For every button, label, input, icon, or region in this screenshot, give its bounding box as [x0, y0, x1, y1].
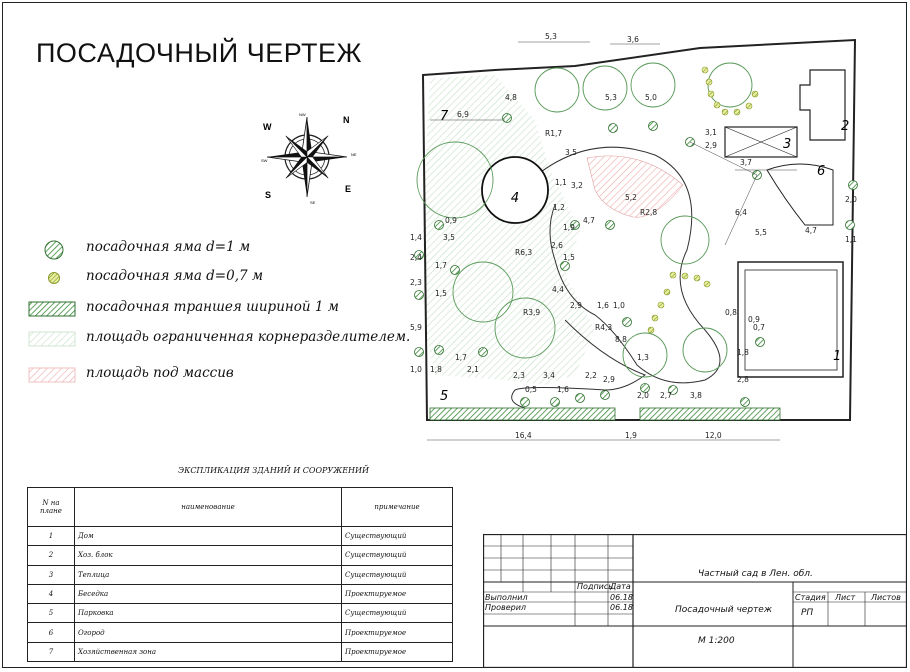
date-1: 06.18 [610, 593, 633, 602]
dim-text: 8,8 [615, 335, 627, 344]
stadiya-label: Стадия [795, 593, 826, 602]
dim-text: 3,5 [565, 148, 577, 157]
header-num: N на плане [28, 488, 75, 527]
legend-item-trench [28, 296, 398, 324]
dim-text: R3,9 [523, 308, 541, 317]
compass-ne: NE [351, 152, 357, 157]
dim-text: 1,7 [435, 261, 447, 270]
dim-text: 3,8 [690, 391, 702, 400]
dim-text: R2,8 [640, 208, 658, 217]
dim-text: 5,3 [545, 32, 557, 41]
stage-value: РП [801, 608, 814, 618]
dim-text: R4,3 [595, 323, 613, 332]
dim-text: 3,6 [627, 35, 639, 44]
table-row: 2 Хоз. блок Существующий [28, 546, 453, 565]
dim-text: 1,6 [597, 301, 609, 310]
dim-text: 3,5 [443, 233, 455, 242]
dim-text: R6,3 [515, 248, 533, 257]
dim-text: 1,4 [410, 233, 422, 242]
dim-text: 4,7 [583, 216, 595, 225]
dim-text: 0,8 [725, 308, 737, 317]
list-label: Лист [835, 593, 856, 602]
legend-label: посадочная траншея шириной 1 м [86, 299, 339, 315]
site-plan [405, 30, 905, 450]
compass-nw: NW [299, 112, 306, 117]
dim-text: 2,0 [845, 195, 857, 204]
dim-text: 3,4 [543, 371, 555, 380]
dim-text: 1,0 [410, 365, 422, 374]
compass-rose-icon [255, 110, 365, 205]
title-block [483, 534, 907, 668]
dim-text: 2,6 [551, 241, 563, 250]
vypolnil-label: Выполнил [485, 593, 528, 602]
dim-text: 2,8 [737, 375, 749, 384]
data-label: Дата [610, 582, 631, 591]
zone-6-label: 6 [817, 164, 826, 179]
dim-text: 3,1 [705, 128, 717, 137]
dim-text: 0,5 [525, 385, 537, 394]
dim-text: 1,3 [637, 353, 649, 362]
table-row: 7 Хозяйственная зона Проектируемое [28, 642, 453, 661]
dim-text: 5,3 [605, 93, 617, 102]
dim-text: 1,9 [563, 223, 575, 232]
dim-text: 4,7 [805, 226, 817, 235]
pit-1m-icon [42, 238, 66, 262]
legend-label: площадь под массив [86, 365, 234, 381]
table-row: 1 Дом Существующий [28, 527, 453, 546]
legend-label: площадь ограниченная корнеразделителем. [86, 329, 411, 345]
dim-text: 2,0 [637, 391, 649, 400]
explication-caption: ЭКСПЛИКАЦИЯ ЗДАНИЙ И СООРУЖЕНИЙ [178, 466, 369, 475]
legend-label: посадочная яма d=0,7 м [86, 268, 264, 284]
dim-text: 1,2 [553, 203, 565, 212]
dim-text: 2,9 [603, 375, 615, 384]
zone-3-label: 3 [783, 137, 792, 152]
dim-text: 5,5 [755, 228, 767, 237]
sheet-name: Посадочный чертеж [675, 605, 772, 615]
dim-text: 0,7 [753, 323, 765, 332]
date-2: 06.18 [610, 603, 633, 612]
dim-text: 5,9 [410, 323, 422, 332]
table-row: 4 Беседка Проектируемое [28, 584, 453, 603]
dim-text: R1,7 [545, 129, 563, 138]
dim-text: 2,3 [410, 278, 422, 287]
table-row: 6 Огород Проектируемое [28, 623, 453, 642]
dim-text: 2,4 [410, 253, 422, 262]
dim-text: 6,4 [735, 208, 747, 217]
project-name: Частный сад в Лен. обл. [698, 569, 813, 579]
proveril-label: Проверил [485, 603, 527, 612]
dim-text: 2,2 [585, 371, 597, 380]
dim-text: 1,0 [613, 301, 625, 310]
legend-item-pit-1m [28, 236, 398, 264]
massif-icon [28, 366, 78, 386]
legend-item-root-barrier [28, 326, 411, 354]
dim-text: 1,6 [557, 385, 569, 394]
dim-text: 4,8 [505, 93, 517, 102]
zone-7-label: 7 [440, 109, 449, 124]
root-barrier-icon [28, 330, 78, 350]
dim-text: 4,4 [552, 285, 564, 294]
compass-w: W [263, 122, 272, 132]
dim-text: 1,5 [435, 289, 447, 298]
trench-icon [28, 300, 78, 320]
dim-text: 0,9 [748, 315, 760, 324]
dim-text: 1,8 [737, 348, 749, 357]
zone-5-label: 5 [440, 389, 449, 404]
dim-text: 3,2 [571, 181, 583, 190]
dim-text: 5,2 [625, 193, 637, 202]
dim-text: 1,1 [555, 178, 567, 187]
pit-07m-icon [45, 269, 65, 289]
dim-text: 1,1 [845, 235, 857, 244]
zone-2-label: 2 [841, 119, 850, 134]
compass-e: E [345, 184, 352, 194]
compass-s: S [265, 190, 272, 200]
zone-1-label: 1 [833, 349, 842, 364]
dim-text: 0,9 [445, 216, 457, 225]
dim-text: 1,7 [455, 353, 467, 362]
dim-text: 2,7 [660, 391, 672, 400]
table-row: 5 Парковка Существующий [28, 604, 453, 623]
legend-label: посадочная яма d=1 м [86, 239, 251, 255]
dim-text: 5,0 [645, 93, 657, 102]
header-note: примечание [342, 488, 453, 527]
scale: М 1:200 [698, 636, 735, 646]
dim-text: 1,8 [430, 365, 442, 374]
dim-text: 2,1 [467, 365, 479, 374]
legend-item-massif [28, 362, 398, 390]
zone-4-label: 4 [510, 191, 520, 206]
compass-se: SE [310, 200, 316, 205]
legend-item-pit-07m [28, 265, 398, 293]
dim-text: 2,3 [513, 371, 525, 380]
explication-table [27, 487, 453, 662]
dim-text: 6,9 [457, 110, 469, 119]
dim-text: 16,4 [515, 431, 532, 440]
dim-text: 2,9 [705, 141, 717, 150]
compass-sw: SW [261, 158, 268, 163]
header-name: наименование [75, 488, 342, 527]
listov-label: Листов [871, 593, 901, 602]
dim-text: 12,0 [705, 431, 722, 440]
podpis-label: Подпись [577, 582, 613, 591]
dim-text: 1,9 [625, 431, 637, 440]
dim-text: 2,9 [570, 301, 582, 310]
dim-text: 1,5 [563, 253, 575, 262]
compass-n: N [343, 115, 350, 125]
table-row: 3 Теплица Существующий [28, 565, 453, 584]
dim-text: 3,7 [740, 158, 752, 167]
page-title: ПОСАДОЧНЫЙ ЧЕРТЕЖ [36, 38, 362, 68]
